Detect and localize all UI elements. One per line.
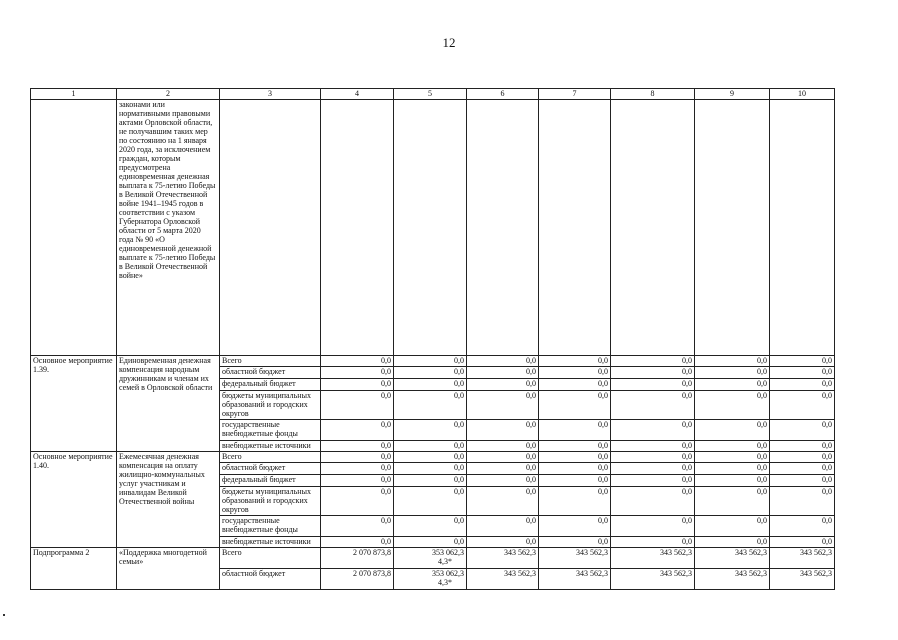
value-cell: 343 562,3 <box>611 569 695 590</box>
value-cell: 0,0 <box>321 452 394 463</box>
value-cell: 0,0 <box>467 356 539 367</box>
subprogram-description: «Поддержка многодетной семьи» <box>117 548 220 590</box>
value-cell: 0,0 <box>394 420 467 441</box>
value-cell: 343 562,3 <box>467 569 539 590</box>
measure-title: Основное мероприятие 1.40. <box>31 452 117 548</box>
value-cell: 2 070 873,8 <box>321 569 394 590</box>
value-cell: 0,0 <box>770 356 835 367</box>
table-row <box>31 548 835 569</box>
value-cell: 0,0 <box>467 537 539 548</box>
empty-cell <box>539 100 611 356</box>
value-cell: 0,0 <box>467 420 539 441</box>
funding-source: государственные внебюджетные фонды <box>220 420 321 441</box>
value-cell: 0,0 <box>695 516 770 537</box>
funding-source: федеральный бюджет <box>220 379 321 391</box>
value-cell: 0,0 <box>467 441 539 452</box>
value-cell: 2 070 873,8 <box>321 548 394 569</box>
funding-source: бюджеты муниципальных образований и городских округов <box>220 391 321 420</box>
empty-cell <box>611 100 695 356</box>
funding-source: государственные внебюджетные фонды <box>220 516 321 537</box>
empty-cell <box>394 100 467 356</box>
funding-source: областной бюджет <box>220 569 321 590</box>
value-cell: 0,0 <box>394 367 467 379</box>
value-cell: 0,0 <box>611 487 695 516</box>
value-cell: 0,0 <box>467 516 539 537</box>
value-cell: 0,0 <box>611 537 695 548</box>
value-cell <box>394 548 467 569</box>
column-header: 6 <box>467 89 539 100</box>
value-cell: 0,0 <box>394 391 467 420</box>
value-cell: 0,0 <box>394 537 467 548</box>
value-cell: 0,0 <box>770 516 835 537</box>
column-header: 4 <box>321 89 394 100</box>
measure-title: Основное мероприятие 1.39. <box>31 356 117 452</box>
value-cell: 0,0 <box>611 452 695 463</box>
value-cell: 0,0 <box>695 452 770 463</box>
value-cell: 0,0 <box>770 463 835 475</box>
value-cell: 0,0 <box>394 475 467 487</box>
empty-cell <box>695 100 770 356</box>
value-cell: 0,0 <box>695 475 770 487</box>
column-header: 1 <box>31 89 117 100</box>
value-cell: 0,0 <box>467 452 539 463</box>
funding-source: Всего <box>220 356 321 367</box>
value-cell: 343 562,3 <box>695 548 770 569</box>
value-cell: 0,0 <box>539 379 611 391</box>
value-cell: 0,0 <box>695 379 770 391</box>
value-cell: 0,0 <box>539 475 611 487</box>
value-cell: 0,0 <box>611 356 695 367</box>
value-cell: 0,0 <box>539 537 611 548</box>
value-cell: 0,0 <box>539 356 611 367</box>
value-cell: 0,0 <box>611 391 695 420</box>
value-text: 353 062,3 <box>432 548 464 557</box>
value-cell: 0,0 <box>394 441 467 452</box>
value-cell: 0,0 <box>695 391 770 420</box>
header-row <box>31 89 835 100</box>
value-text: 353 062,3 <box>432 569 464 578</box>
value-cell: 0,0 <box>611 475 695 487</box>
value-cell: 343 562,3 <box>770 548 835 569</box>
value-cell: 0,0 <box>770 475 835 487</box>
empty-cell <box>467 100 539 356</box>
column-header: 2 <box>117 89 220 100</box>
value-cell: 0,0 <box>539 487 611 516</box>
value-cell: 343 562,3 <box>539 569 611 590</box>
value-cell: 0,0 <box>539 441 611 452</box>
column-header: 7 <box>539 89 611 100</box>
value-cell: 0,0 <box>611 379 695 391</box>
value-cell: 343 562,3 <box>467 548 539 569</box>
value-cell: 0,0 <box>321 356 394 367</box>
value-cell: 0,0 <box>539 367 611 379</box>
value-cell: 0,0 <box>321 420 394 441</box>
value-cell: 0,0 <box>695 356 770 367</box>
value-cell: 0,0 <box>321 367 394 379</box>
funding-source: федеральный бюджет <box>220 475 321 487</box>
value-cell: 343 562,3 <box>695 569 770 590</box>
value-cell: 0,0 <box>467 379 539 391</box>
value-cell: 0,0 <box>770 487 835 516</box>
continued-row <box>31 100 835 356</box>
continued-description: законами или нормативными правовыми актами Орловской области, не получавшим таких мер по состоянию на 1 января 2020 года, за исключением граждан, которым предусмотрена единовременная денежная выплата к 75-летию Победы в Великой Отечественной войне 1941–1945 годов в соответствии с указом Губернатора Орловской области от 5 марта 2020 года № 90 «О единовременной денежной выплате к 75-летию Победы в Великой Отечественной войне» <box>117 100 220 356</box>
value-cell: 0,0 <box>394 379 467 391</box>
value-cell: 0,0 <box>321 487 394 516</box>
value-cell: 0,0 <box>539 420 611 441</box>
value-cell: 0,0 <box>611 463 695 475</box>
value-cell: 0,0 <box>770 452 835 463</box>
value-cell: 0,0 <box>611 516 695 537</box>
column-header: 3 <box>220 89 321 100</box>
value-cell: 0,0 <box>321 441 394 452</box>
value-cell: 0,0 <box>321 463 394 475</box>
funding-source: внебюджетные источники <box>220 441 321 452</box>
empty-cell <box>31 100 117 356</box>
value-cell: 0,0 <box>467 367 539 379</box>
funding-source: областной бюджет <box>220 367 321 379</box>
value-cell: 343 562,3 <box>611 548 695 569</box>
value-cell: 0,0 <box>467 475 539 487</box>
value-cell: 0,0 <box>695 463 770 475</box>
funding-source: Всего <box>220 452 321 463</box>
footnote-value: 4,3* <box>438 557 452 566</box>
value-cell: 0,0 <box>611 441 695 452</box>
value-cell: 0,0 <box>394 356 467 367</box>
value-cell: 0,0 <box>321 379 394 391</box>
empty-cell <box>321 100 394 356</box>
column-header: 8 <box>611 89 695 100</box>
value-cell: 0,0 <box>770 379 835 391</box>
value-cell: 0,0 <box>695 420 770 441</box>
value-cell: 0,0 <box>394 452 467 463</box>
column-header: 10 <box>770 89 835 100</box>
value-cell: 0,0 <box>321 475 394 487</box>
value-cell: 0,0 <box>467 391 539 420</box>
value-cell: 343 562,3 <box>539 548 611 569</box>
value-cell: 0,0 <box>539 463 611 475</box>
column-header: 9 <box>695 89 770 100</box>
value-cell: 0,0 <box>467 463 539 475</box>
value-cell: 0,0 <box>770 367 835 379</box>
value-cell: 0,0 <box>467 487 539 516</box>
value-cell: 0,0 <box>321 516 394 537</box>
scan-artifact <box>3 614 5 616</box>
value-cell: 0,0 <box>770 537 835 548</box>
value-cell: 0,0 <box>321 391 394 420</box>
page-number: 12 <box>442 35 456 50</box>
value-cell: 0,0 <box>695 537 770 548</box>
funding-source: бюджеты муниципальных образований и городских округов <box>220 487 321 516</box>
empty-cell <box>220 100 321 356</box>
value-cell: 0,0 <box>321 537 394 548</box>
measure-description: Ежемесячная денежная компенсация на оплату жилищно-коммунальных услуг участникам и инвалидам Великой Отечественной войны <box>117 452 220 548</box>
value-cell: 0,0 <box>611 420 695 441</box>
value-cell: 0,0 <box>611 367 695 379</box>
value-cell: 0,0 <box>539 391 611 420</box>
value-cell: 0,0 <box>539 516 611 537</box>
funding-source: Всего <box>220 548 321 569</box>
funding-source: внебюджетные источники <box>220 537 321 548</box>
value-cell: 0,0 <box>695 441 770 452</box>
measure-description: Единовременная денежная компенсация народным дружинникам и членам их семей в Орловской области <box>117 356 220 452</box>
value-cell: 0,0 <box>394 487 467 516</box>
footnote-value: 4,3* <box>438 578 452 587</box>
value-cell: 0,0 <box>695 487 770 516</box>
value-cell: 0,0 <box>770 441 835 452</box>
funding-source: областной бюджет <box>220 463 321 475</box>
empty-cell <box>770 100 835 356</box>
value-cell: 0,0 <box>394 463 467 475</box>
value-cell: 343 562,3 <box>770 569 835 590</box>
table-row <box>31 452 835 463</box>
value-cell: 0,0 <box>394 516 467 537</box>
value-cell: 0,0 <box>539 452 611 463</box>
value-cell: 0,0 <box>770 420 835 441</box>
value-cell: 0,0 <box>770 391 835 420</box>
value-cell: 0,0 <box>695 367 770 379</box>
subprogram-title: Подпрограмма 2 <box>31 548 117 590</box>
value-cell <box>394 569 467 590</box>
budget-table <box>30 88 835 590</box>
column-header: 5 <box>394 89 467 100</box>
table-row <box>31 356 835 367</box>
